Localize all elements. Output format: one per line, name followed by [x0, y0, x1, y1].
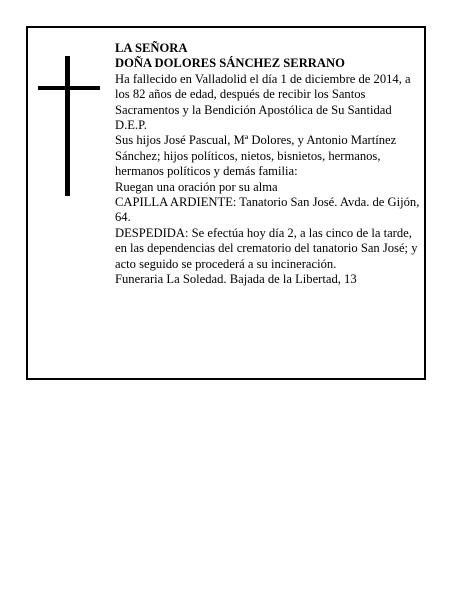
cross-horizontal-bar	[38, 86, 100, 90]
deceased-name: DOÑA DOLORES SÁNCHEZ SERRANO	[115, 56, 345, 71]
family-line: Sus hijos José Pascual, Mª Dolores, y Antonio Martínez Sánchez; hijos políticos, nietos, bisnietos, hermanos, hermanos políticos y demás familia:	[115, 133, 397, 179]
obituary-notice	[26, 26, 426, 380]
notice-title: LA SEÑORA	[115, 41, 188, 55]
chapel-line: CAPILLA ARDIENTE: Tanatorio San José. Avda. de Gijón, 64.	[115, 195, 420, 225]
funeral-home-line: Funeraria La Soledad. Bajada de la Libertad, 13	[115, 272, 357, 287]
farewell-line: DESPEDIDA: Se efectúa hoy día 2, a las cinco de la tarde, en las dependencias del crematorio del tanatorio San José; y acto seguido se procederá a su incineración.	[115, 225, 418, 271]
cross-vertical-bar	[65, 56, 70, 196]
cross-icon	[38, 56, 100, 196]
notice-text	[115, 41, 425, 288]
dep-line: D.E.P.	[115, 118, 147, 133]
death-announcement: Ha fallecido en Valladolid el día 1 de diciembre de 2014, a los 82 años de edad, después de recibir los Santos Sacramentos y la Bendición Apostólica de Su Santidad	[115, 71, 411, 117]
prayer-request: Ruegan una oración por su alma	[115, 179, 278, 194]
